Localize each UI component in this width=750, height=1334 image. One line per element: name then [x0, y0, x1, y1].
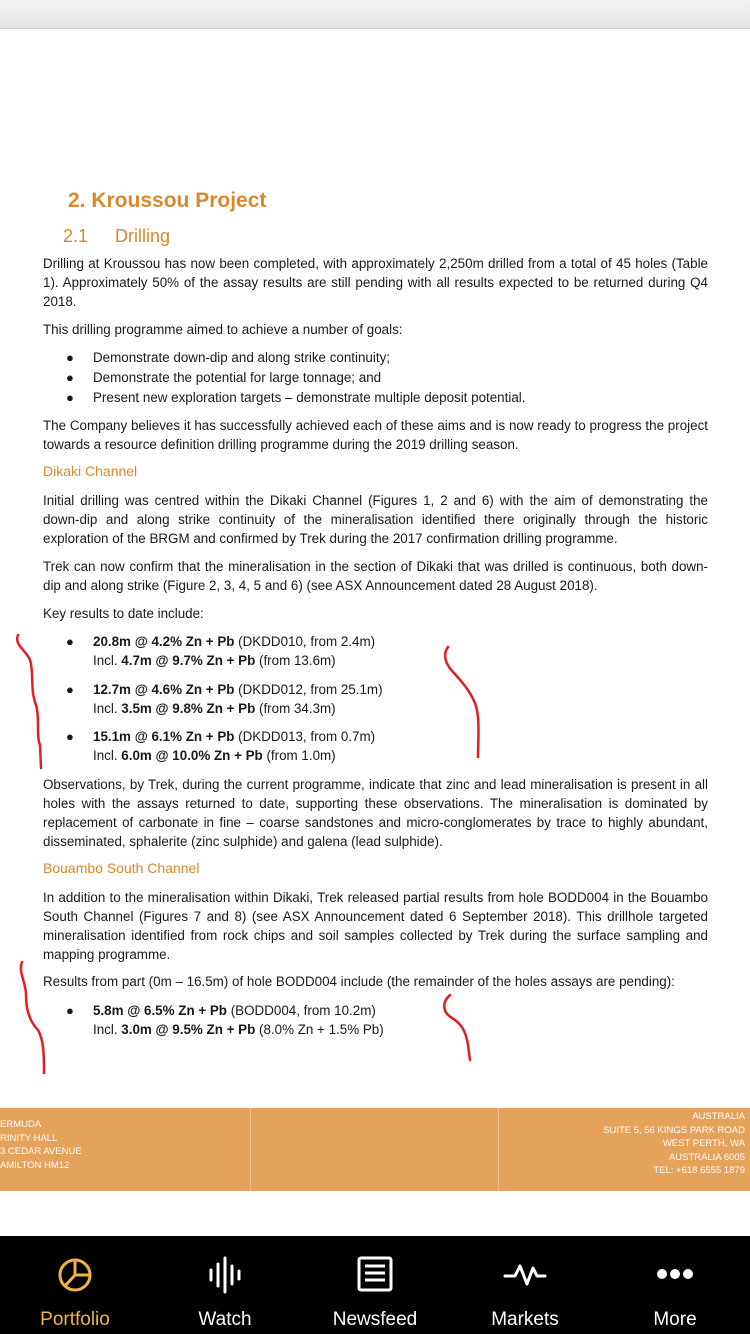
bullet-icon: ●: [66, 634, 74, 649]
newspaper-icon: [353, 1254, 397, 1294]
footer-line: TEL: +618 6555 1879: [653, 1165, 745, 1176]
tab-label: Portfolio: [40, 1309, 110, 1330]
footer-line: RINITY HALL: [0, 1132, 58, 1144]
footer-line: AUSTRALIA 6005: [668, 1151, 745, 1163]
paragraph-observations: Observations, by Trek, during the current programme, indicate that zinc and lead mineralisation is present in all holes with the assays returned to date, supporting these observations. The mineralisation is dominated by replacement of carbonate in fine – coarse sandstones and micro-conglomerates by trace to highly abundant, disseminated, sphalerite (zinc sulphide) and galena (lead sulphide).: [43, 777, 708, 849]
footer-line: SUITE 5, 56 KINGS PARK ROAD: [603, 1124, 745, 1136]
pdf-page: 2. Kroussou Project 2.1 Drilling Drilling at Kroussou has now been completed, with approximately 2,250m drilled from a total of 45 holes (Table 1). Approximately 50% of the assay results are still pending with all results expected to be returned during Q4 2018. This drilling programme aimed to achieve a number of goals: ● Demonstrate down-dip and along strike continuity; ● Demonstrate the potential for large tonnage; and ● Present new exploration targets – demonstrate multiple deposit potential. The Company believes it has successfully achieved each of these aims and is now ready to progress the project towards a resource definition drilling programme during the 2019 drilling season. Dikaki Channel Initial drilling was centred within the Dikaki Channel (Figures 1, 2 and 6) with the aim of demonstrating the down-dip and along strike continuity of the mineralisation identified there originally through the historic exploration of the BRGM and confirmed by Trek during the 2017 confirmation drilling programme. Trek can now confirm that the mineralisation in the section of Dikaki that was drilled is continuous, both down-dip and along strike (Figure 2, 3, 4, 5 and 6) (see ASX Announcement dated 28 August 2018). Key results to date include: ● 20.8m @ 4.2% Zn + Pb (DKDD010, from 2.4m) Incl. 4.7m @ 9.7% Zn + Pb (from 13.6m) ● 12.7m @ 4.6% Zn + Pb (DKDD012, from 25.1m) Incl. 3.5m @ 9.8% Zn + Pb (from 34.3m) ● 15.1m @ 6.1% Zn + Pb (DKDD013, from 0.7m) Incl. 6.0m @ 10.0% Zn + Pb (from 1.0m) Observations, by Trek, during the current programme, indicate that zinc and lead mineralisation is present in all holes with the assays returned to date, supporting these observations. The mineralisation is dominated by replacement of carbonate in fine – coarse sandstones and micro-conglomerates by trace to highly abundant, disseminated, sphalerite (zinc sulphide) and galena (lead sulphide). Bouambo South Channel In addition to the mineralisation within Dikaki, Trek released partial results from hole BODD004 in the Bouambo South Channel (Figures 7 and 8) (see ASX Announcement dated 6 September 2018). This drillhole targeted mineralisation identified from rock chips and soil samples collected by Trek during the surface sampling and mapping programme. Results from part (0m – 16.5m) of hole BODD004 include (the remainder of the holes assays are pending): ● 5.8m @ 6.5% Zn + Pb (BODD004, from 10.2m) Incl. 3.0m @ 9.5% Zn + Pb (8.0% Zn + 1.5% Pb) ERMUDA RINITY HALL 3 CEDAR AVENUE AMILTON HM12 AUSTRALIA SUITE 5, 56 KINGS PARK ROAD WEST PERTH, WA AUSTRALIA 6005 TEL: +618 6555 1879: [0, 29, 750, 1235]
pie-chart-icon: [53, 1254, 97, 1294]
paragraph-goals-intro: This drilling programme aimed to achieve a number of goals:: [43, 322, 403, 337]
paragraph-bodd004: Results from part (0m – 16.5m) of hole BODD004 include (the remainder of the holes assays are pending):: [43, 974, 675, 989]
subsection-number: 2.1: [63, 226, 89, 246]
footer-line: AUSTRALIA: [692, 1111, 745, 1122]
paragraph-dikaki: Initial drilling was centred within the Dikaki Channel (Figures 1, 2 and 6) with the aim of demonstrating the down-dip and along strike continuity of the mineralisation identified there originally through the historic exploration of the BRGM and confirmed by Trek during the 2017 confirmation drilling programme.: [43, 493, 708, 546]
footer-line: ERMUDA: [0, 1119, 42, 1130]
footer-left: [0, 1108, 251, 1191]
paragraph-intro: Drilling at Kroussou has now been completed, with approximately 2,250m drilled from a total of 45 holes (Table 1). Approximately 50% of the assay results are still pending with all results expected to be returned during Q4 2018.: [43, 256, 708, 309]
bullet-icon: ●: [66, 350, 74, 365]
tab-more[interactable]: [600, 1236, 750, 1334]
bullet-icon: ●: [66, 1003, 74, 1018]
bullet-icon: ●: [66, 682, 74, 697]
tab-newsfeed[interactable]: [300, 1236, 450, 1334]
section-title: 2. Kroussou Project: [68, 189, 267, 212]
tab-label: Newsfeed: [332, 1309, 418, 1330]
ellipsis-icon: [653, 1254, 697, 1294]
tab-portfolio[interactable]: [0, 1236, 150, 1334]
tab-label: Markets: [491, 1309, 559, 1330]
paragraph-company: The Company believes it has successfully achieved each of these aims and is now ready to progress the project towards a resource definition drilling programme during the 2019 drilling season.: [43, 418, 708, 452]
dikaki-heading: Dikaki Channel: [43, 463, 138, 479]
tab-watch[interactable]: [150, 1236, 300, 1334]
paragraph-bouambo: In addition to the mineralisation within Dikaki, Trek released partial results from hole BODD004 in the Bouambo South Channel (Figures 7 and 8) (see ASX Announcement dated 6 September 2018). This drillhole targeted mineralisation identified from rock chips and soil samples collected by Trek during the surface sampling and mapping programme.: [43, 890, 708, 962]
bullet-icon: ●: [66, 370, 74, 385]
waveform-icon: [203, 1254, 247, 1294]
paragraph-confirm: Trek can now confirm that the mineralisation in the section of Dikaki that was drilled is continuous, both down-dip and along strike (Figure 2, 3, 4, 5 and 6) (see ASX Announcement dated 28 August 2018).: [43, 559, 708, 593]
tab-markets[interactable]: [450, 1236, 600, 1334]
bullet-icon: ●: [66, 390, 74, 405]
pulse-icon: [503, 1254, 547, 1294]
subsection-heading: [63, 226, 170, 247]
bottom-tab-bar: [0, 1236, 750, 1334]
footer-line: 3 CEDAR AVENUE: [0, 1146, 82, 1157]
bouambo-heading: Bouambo South Channel: [43, 860, 200, 876]
subsection-title: Drilling: [115, 226, 171, 246]
footer-middle: [251, 1108, 499, 1191]
tab-label: More: [653, 1309, 697, 1330]
bullet-icon: ●: [66, 729, 74, 744]
tab-label: Watch: [198, 1309, 252, 1330]
browser-top-bar: [0, 0, 750, 29]
footer-right: [499, 1108, 750, 1191]
page-footer: [0, 1108, 750, 1191]
footer-line: WEST PERTH, WA: [662, 1138, 745, 1149]
footer-line: AMILTON HM12: [0, 1159, 70, 1171]
paragraph-key-results: Key results to date include:: [43, 606, 204, 621]
